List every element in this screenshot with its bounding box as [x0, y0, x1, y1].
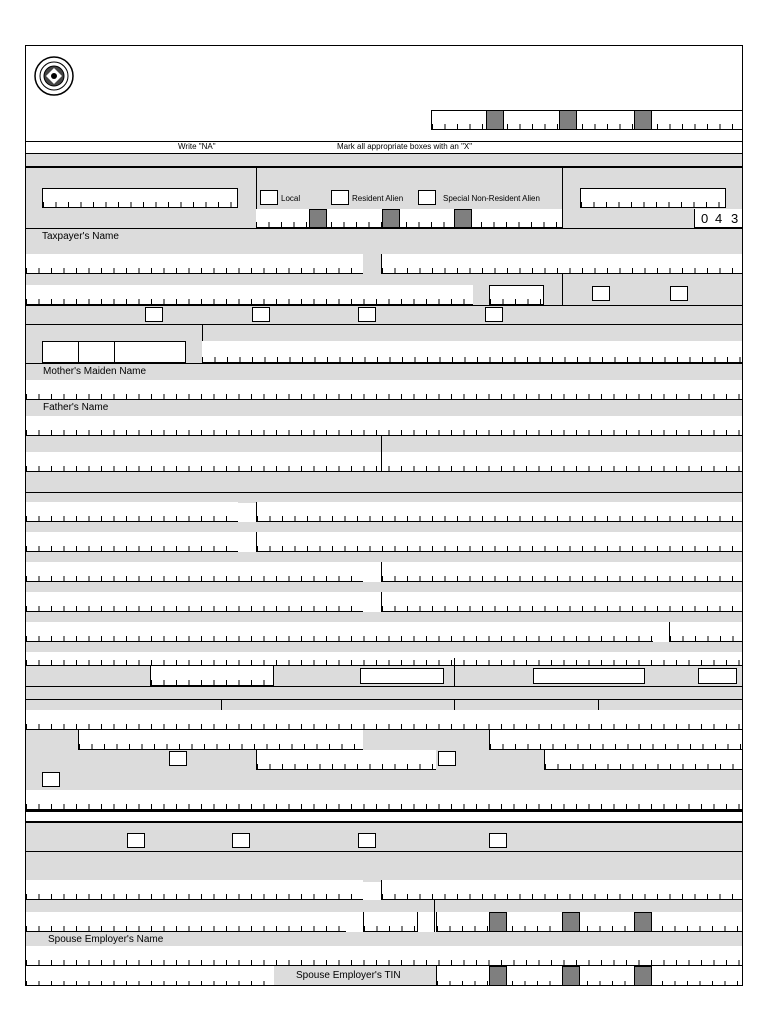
- email-field[interactable]: [256, 750, 436, 770]
- middle-name-field[interactable]: [26, 285, 473, 305]
- spouse-employer-tin-label: Spouse Employer's TIN: [296, 970, 401, 981]
- tin-second-field[interactable]: [256, 209, 562, 228]
- spouse-self-employed-checkbox[interactable]: [232, 833, 250, 848]
- preferred-contact-field[interactable]: [544, 750, 743, 770]
- id-type-field[interactable]: [150, 666, 274, 686]
- tin-field[interactable]: [431, 110, 743, 130]
- tin-separator: [562, 912, 580, 932]
- local-label: Local: [281, 194, 301, 203]
- mobile-field[interactable]: [489, 730, 743, 750]
- spouse-first-name-field[interactable]: [381, 880, 743, 900]
- citizenship-field[interactable]: [26, 452, 743, 472]
- tin-separator: [454, 209, 472, 228]
- civil-status-widowed-checkbox[interactable]: [358, 307, 376, 322]
- resident-alien-checkbox[interactable]: [331, 190, 349, 205]
- rdo-digit: 0: [701, 211, 709, 226]
- id-expiry-field[interactable]: [698, 668, 737, 684]
- remarks-field[interactable]: [26, 790, 743, 810]
- tin-separator: [309, 209, 327, 228]
- special-non-resident-alien-label: Special Non-Resident Alien: [443, 194, 540, 203]
- tin-separator: [489, 912, 507, 932]
- spouse-last-name-field[interactable]: [26, 880, 363, 900]
- rdo-code-field[interactable]: [694, 209, 743, 228]
- gender-female-checkbox[interactable]: [670, 286, 688, 301]
- barangay-field[interactable]: [381, 562, 743, 582]
- spouse-tin-field[interactable]: [436, 912, 743, 932]
- building-field[interactable]: [256, 502, 743, 522]
- spouse-employer-name-label: Spouse Employer's Name: [48, 934, 164, 945]
- foreign-address-field[interactable]: [26, 652, 743, 666]
- suffix-field[interactable]: [489, 285, 544, 305]
- special-non-resident-alien-checkbox[interactable]: [418, 190, 436, 205]
- birth-date-field[interactable]: [42, 341, 186, 363]
- spouse-unemployed-checkbox[interactable]: [489, 833, 507, 848]
- rdo-digit: 4: [715, 211, 723, 226]
- province-field[interactable]: [26, 622, 653, 642]
- city-field[interactable]: [381, 592, 743, 612]
- street-field[interactable]: [256, 532, 743, 552]
- zip-code-field[interactable]: [669, 622, 743, 642]
- exemption-checkbox[interactable]: [42, 772, 60, 787]
- instruction-na: Write "NA": [178, 142, 216, 151]
- resident-alien-label: Resident Alien: [352, 194, 404, 203]
- place-of-birth-field[interactable]: [202, 341, 743, 363]
- first-name-field[interactable]: [381, 254, 743, 274]
- income-tax-checkbox[interactable]: [438, 751, 456, 766]
- date-of-registration-field[interactable]: [42, 188, 238, 208]
- mothers-maiden-name-field[interactable]: [26, 380, 743, 400]
- fathers-name-field[interactable]: [26, 416, 743, 436]
- last-name-field[interactable]: [26, 254, 363, 274]
- contact-field[interactable]: [78, 730, 363, 750]
- fathers-name-label: Father's Name: [43, 402, 109, 413]
- town-field[interactable]: [26, 592, 363, 612]
- spouse-employer-tin-field[interactable]: [436, 966, 743, 986]
- registration-form: [25, 45, 743, 986]
- tin-separator: [382, 209, 400, 228]
- local-checkbox[interactable]: [260, 190, 278, 205]
- tin-separator: [634, 966, 652, 986]
- tin-separator: [486, 110, 504, 130]
- mothers-maiden-name-label: Mother's Maiden Name: [43, 366, 147, 377]
- tin-separator: [634, 912, 652, 932]
- spouse-middle-name-field[interactable]: [26, 912, 346, 932]
- rdo-digit: 3: [731, 211, 739, 226]
- lot-field[interactable]: [26, 532, 238, 552]
- gender-male-checkbox[interactable]: [592, 286, 610, 301]
- tin-separator: [559, 110, 577, 130]
- civil-status-single-checkbox[interactable]: [145, 307, 163, 322]
- tin-separator: [634, 110, 652, 130]
- tin-separator: [489, 966, 507, 986]
- unit-field[interactable]: [26, 502, 238, 522]
- taxpayers-name-label: Taxpayer's Name: [42, 231, 119, 242]
- spouse-employer-address-field[interactable]: [26, 966, 274, 986]
- tax-type-checkbox[interactable]: [169, 751, 187, 766]
- spouse-mixed-income-checkbox[interactable]: [358, 833, 376, 848]
- spouse-suffix-field[interactable]: [363, 912, 418, 932]
- id-number-field[interactable]: [360, 668, 444, 684]
- instruction-x: Mark all appropriate boxes with an "X": [337, 142, 473, 151]
- tin-separator: [562, 966, 580, 986]
- civil-status-separated-checkbox[interactable]: [485, 307, 503, 322]
- spouse-employer-name-field[interactable]: [26, 946, 743, 966]
- government-seal-icon: [34, 56, 74, 96]
- spouse-employment-checkbox[interactable]: [127, 833, 145, 848]
- issuer-field[interactable]: [26, 710, 743, 730]
- id-effectivity-field[interactable]: [533, 668, 645, 684]
- civil-status-married-checkbox[interactable]: [252, 307, 270, 322]
- subdivision-field[interactable]: [26, 562, 363, 582]
- philsys-field[interactable]: [580, 188, 726, 208]
